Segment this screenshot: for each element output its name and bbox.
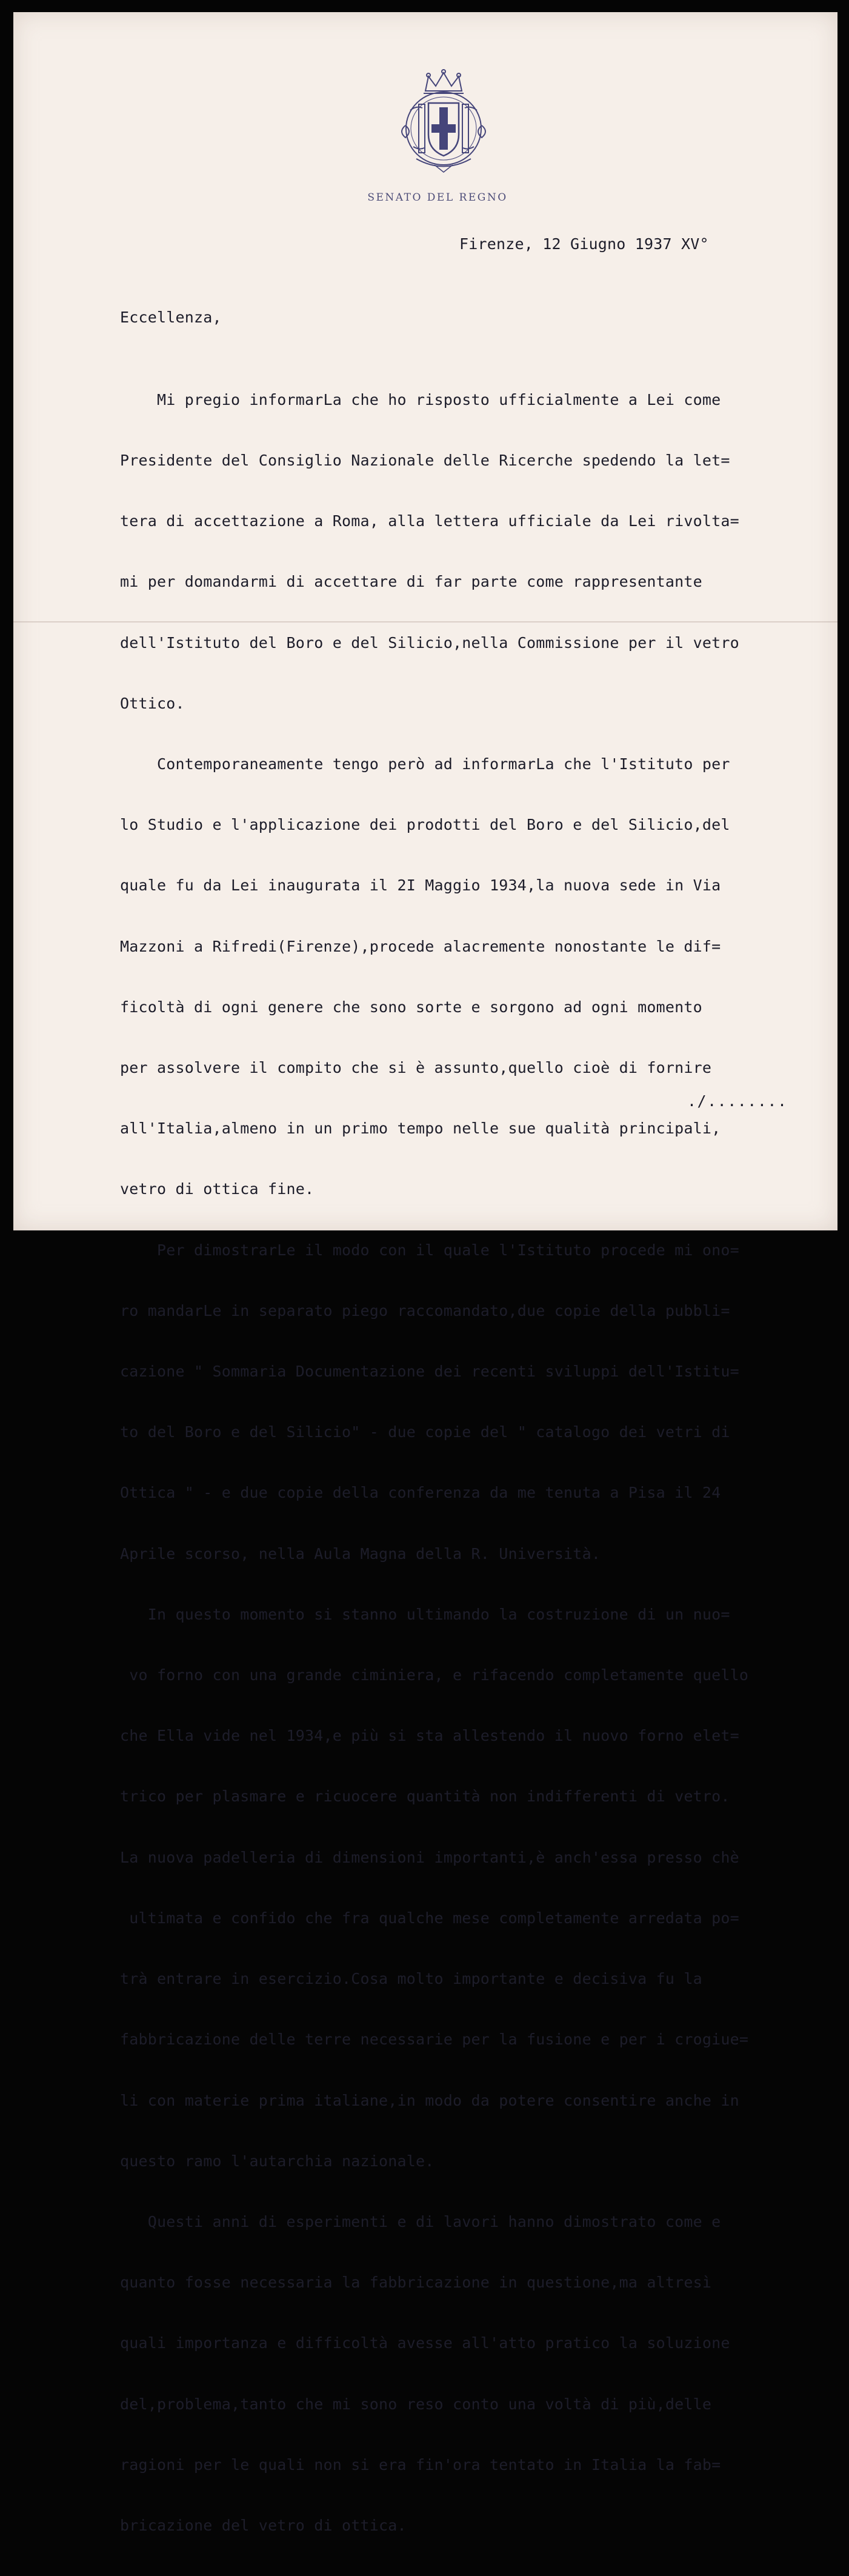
body-line: mi per domandarmi di accettare di far parte come rappresentante <box>120 573 702 591</box>
body-line: La nuova padelleria di dimensioni importanti,è anch'essa presso chè <box>120 1848 739 1866</box>
letterhead-institution: SENATO DEL REGNO <box>367 192 508 204</box>
body-line: Mazzoni a Rifredi(Firenze),procede alacremente nonostante le dif= <box>120 937 721 955</box>
body-line: cazione " Sommaria Documentazione dei recenti sviluppi dell'Istitu= <box>120 1363 739 1381</box>
body-line: dell'Istituto del Boro e del Silicio,nella Commissione per il vetro <box>120 633 739 652</box>
body-line: to del Boro e del Silicio" - due copie del " catalogo dei vetri di <box>120 1423 730 1441</box>
body-line: ultimata e confido che fra qualche mese completamente arredata po= <box>120 1909 739 1927</box>
letter-page <box>13 12 837 2534</box>
body-line: trico per plasmare e ricuocere quantità non indifferenti di vetro. <box>120 1787 730 1806</box>
body-line: questo ramo l'autarchia nazionale. <box>120 2152 434 2170</box>
body-line: quale fu da Lei inaugurata il 2I Maggio 1934,la nuova sede in Via <box>120 876 721 895</box>
body-line: Questi anni di esperimenti e di lavori hanno dimostrato come e <box>120 2212 721 2231</box>
body-line: Per dimostrarLe il modo con il quale l'Istituto procede mi ono= <box>120 1241 739 1259</box>
body-line: ficoltà di ogni genere che sono sorte e sorgono ad ogni momento <box>120 998 702 1016</box>
body-line: del,problema,tanto che mi sono reso conto una voltà di più,delle <box>120 2395 712 2413</box>
body-line: bricazione del vetro di ottica. <box>120 2516 407 2534</box>
body-line: fabbricazione delle terre necessarie per la fusione e per i crogiue= <box>120 2030 749 2049</box>
body-line: lo Studio e l'applicazione dei prodotti del Boro e del Silicio,del <box>120 816 730 834</box>
royal-coat-of-arms-icon <box>392 68 495 177</box>
body-line: Contemporaneamente tengo però ad informarLa che l'Istituto per <box>120 755 730 773</box>
letter-body <box>120 349 748 2576</box>
body-line: ro mandarLe in separato piego raccomandato,due copie della pubbli= <box>120 1301 730 1320</box>
body-line: In questo momento si stanno ultimando la costruzione di un nuo= <box>120 1605 730 1623</box>
body-line: che Ella vide nel 1934,e più si sta allestendo il nuovo forno elet= <box>120 1727 739 1745</box>
body-line: ragioni per le quali non si era fin'ora tentato in Italia la fab= <box>120 2455 721 2474</box>
letter-salutation: Eccellenza, <box>120 309 222 326</box>
body-line: trà entrare in esercizio.Cosa molto importante e decisiva fu la <box>120 1970 702 1988</box>
body-line: li con materie prima italiane,in modo da potere consentire anche in <box>120 2091 739 2109</box>
body-line: quali importanza e difficoltà avesse all'atto pratico la soluzione <box>120 2334 730 2352</box>
body-line: Ottico. <box>120 694 185 712</box>
body-line: tera di accettazione a Roma, alla lettera ufficiale da Lei rivolta= <box>120 512 739 530</box>
letter-date: Firenze, 12 Giugno 1937 XV° <box>459 235 709 253</box>
body-line: Aprile scorso, nella Aula Magna della R. Università. <box>120 1544 601 1563</box>
body-line: Mi pregio informarLa che ho risposto ufficialmente a Lei come <box>120 390 721 409</box>
continuation-mark: ./........ <box>687 1092 788 1110</box>
body-line: quanto fosse necessaria la fabbricazione in questione,ma altresì <box>120 2274 712 2292</box>
body-line: Ottica " - e due copie della conferenza da me tenuta a Pisa il 24 <box>120 1484 721 1502</box>
body-line: all'Italia,almeno in un primo tempo nelle sue qualità principali, <box>120 1119 721 1138</box>
body-line: vetro di ottica fine. <box>120 1180 315 1198</box>
body-line: per assolvere il compito che si è assunto,quello cioè di fornire <box>120 1059 712 1077</box>
body-line: Presidente del Consiglio Nazionale delle Ricerche spedendo la let= <box>120 452 730 470</box>
body-line: vo forno con una grande ciminiera, e rifacendo completamente quello <box>120 1666 749 1684</box>
